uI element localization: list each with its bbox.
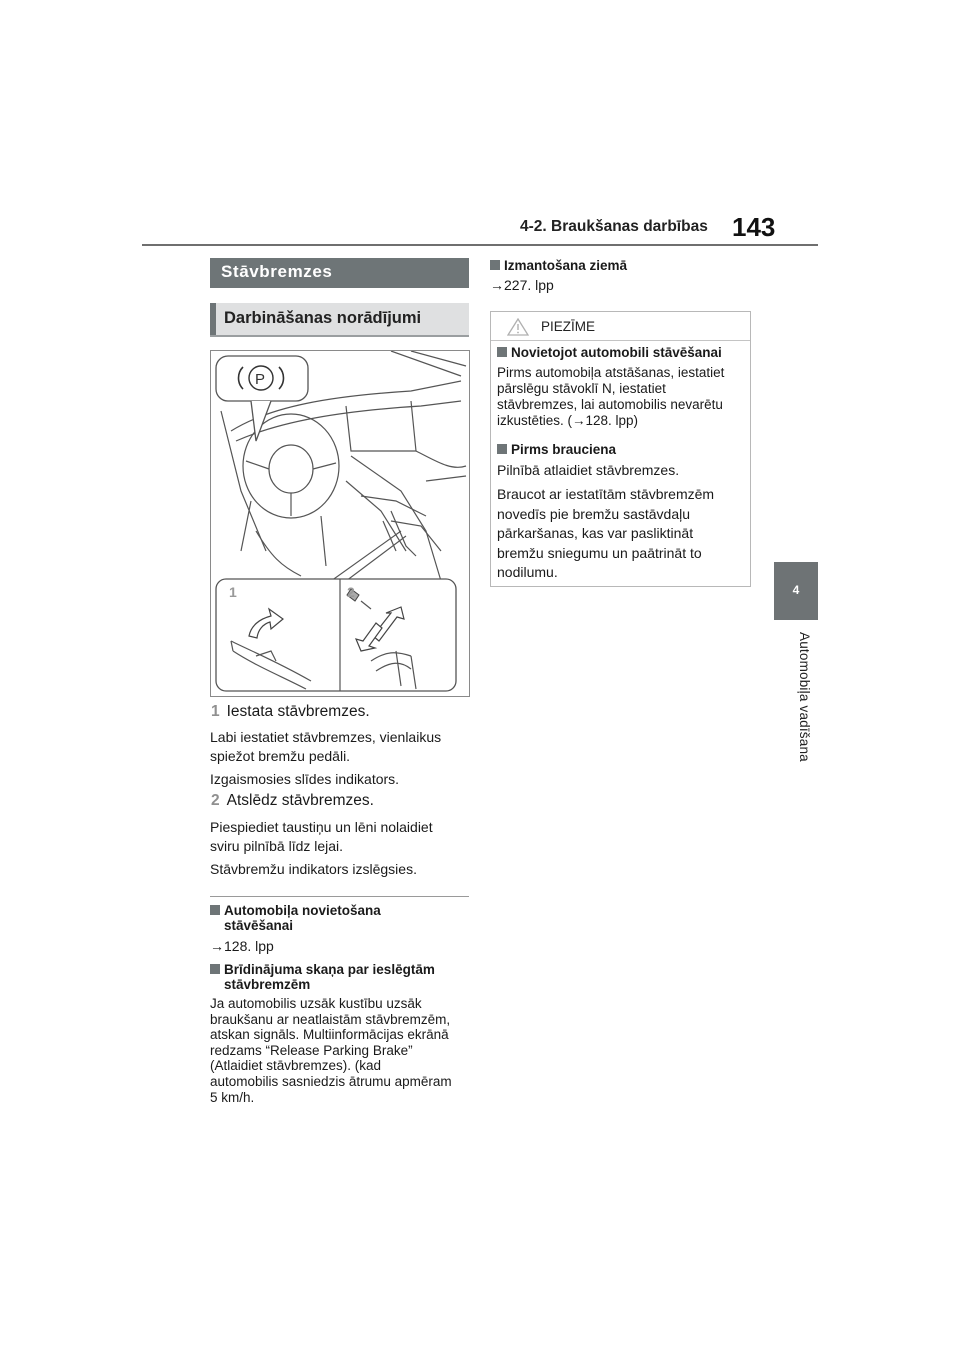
note-wear-line: Braucot ar iestatītām stāvbremzēm <box>497 486 715 502</box>
dashboard-drawing <box>211 351 469 696</box>
note-parking-text <box>497 365 724 429</box>
chapter-tab-number: 4 <box>792 583 800 597</box>
note-wear-line: nodilumu. <box>497 564 558 580</box>
step-1 <box>211 703 370 721</box>
indicator-letter: P <box>255 371 266 388</box>
warning-sound-line: automobilis sasniedzis ātrumu apmēram <box>210 1073 452 1089</box>
step-1-number: 1 <box>211 703 220 720</box>
square-bullet-icon <box>210 964 220 974</box>
step-1-text-line-3: Izgaismosies slīdes indikators. <box>210 771 400 787</box>
step-2-text-line-3: Stāvbremžu indikators izslēgsies. <box>210 861 417 877</box>
parking-brake-illustration <box>210 350 470 697</box>
running-header-section: 4-2. Braukšanas darbības <box>520 218 708 235</box>
callout-1: 1 <box>229 584 237 600</box>
parking-heading-line-1: Automobiļa novietošana <box>224 903 381 918</box>
subsection-title: Darbināšanas norādījumi <box>224 309 422 327</box>
header-rule <box>142 244 818 246</box>
section-title: Stāvbremzes <box>221 262 333 281</box>
square-bullet-icon <box>490 260 500 270</box>
chapter-tab-title: Automobiļa vadīšana <box>797 632 812 762</box>
warning-sound-line: Ja automobilis uzsāk kustību uzsāk <box>210 996 422 1011</box>
page-number: 143 <box>732 212 776 242</box>
square-bullet-icon <box>210 905 220 915</box>
note-wear-line: bremžu sniegumu un paātrināt to <box>497 544 702 561</box>
step-1-text-line-2: spiežot bremžu pedāli. <box>210 748 351 764</box>
note-before-text: Pilnībā atlaidiet stāvbremzes. <box>497 462 680 478</box>
note-parking-line: pārslēgu stāvoklī N, iestatiet <box>497 381 666 396</box>
step-1-text-line-1: Labi iestatiet stāvbremzes, vienlaikus <box>210 729 442 745</box>
step-2-title: Atslēdz stāvbremzes. <box>226 792 374 809</box>
note-parking-line: izkustēties. (→128. lpp) <box>497 413 639 428</box>
step-2-text-line-2: sviru pilnībā līdz lejai. <box>210 838 344 854</box>
note-wear-text <box>497 485 714 583</box>
subsection-marker <box>210 303 216 335</box>
note-parking-heading <box>497 345 722 361</box>
square-bullet-icon <box>497 444 507 454</box>
parking-ref: →128. lpp <box>210 938 274 954</box>
note-title: PIEZĪME <box>541 319 596 334</box>
section-title-bar <box>210 258 469 288</box>
step-2-text-line-1: Piespiediet taustiņu un lēni nolaidiet <box>210 819 433 835</box>
note-wear-line: novedīs pie bremžu sastāvdaļu <box>497 505 690 522</box>
note-title-rule <box>491 340 750 341</box>
winter-heading <box>490 258 627 274</box>
step-2 <box>211 792 374 810</box>
square-bullet-icon <box>497 347 507 357</box>
warning-sound-line: braukšanu ar neatlaistām stāvbremzēm, <box>210 1011 451 1027</box>
parking-heading-line-2: stāvēšanai <box>224 918 294 933</box>
note-parking-line: stāvbremzes, lai automobilis nevarētu <box>497 397 723 412</box>
warning-sound-heading <box>210 962 435 978</box>
section-divider <box>210 896 469 897</box>
warning-sound-line: 5 km/h. <box>210 1089 255 1105</box>
step-2-number: 2 <box>211 792 220 809</box>
warning-sound-line: atskan signāls. Multiinformācijas ekrānā <box>210 1027 449 1043</box>
warning-sound-heading-line-2: stāvbremzēm <box>224 977 311 992</box>
parking-heading <box>210 903 381 919</box>
callout-2: 2 <box>347 584 355 600</box>
warning-triangle-icon <box>507 318 529 336</box>
note-wear-line: pārkaršanas, kas var pasliktināt <box>497 525 694 541</box>
warning-sound-heading-line-1: Brīdinājuma skaņa par ieslēgtām <box>224 962 435 977</box>
note-before-heading-text: Pirms brauciena <box>511 442 617 457</box>
winter-heading-text: Izmantošana ziemā <box>504 258 628 273</box>
note-parking-line: Pirms automobiļa atstāšanas, iestatiet <box>497 365 725 380</box>
note-parking-heading-text: Novietojot automobili stāvēšanai <box>511 345 722 360</box>
warning-sound-line: redzams “Release Parking Brake” <box>210 1042 413 1058</box>
warning-sound-line: (Atlaidiet stāvbremzes). (kad <box>210 1058 382 1074</box>
note-before-heading <box>497 442 616 458</box>
step-1-title: Iestata stāvbremzes. <box>226 703 370 720</box>
warning-sound-text <box>210 996 452 1105</box>
winter-ref: →227. lpp <box>490 277 554 293</box>
subsection-title-bar <box>210 303 469 337</box>
